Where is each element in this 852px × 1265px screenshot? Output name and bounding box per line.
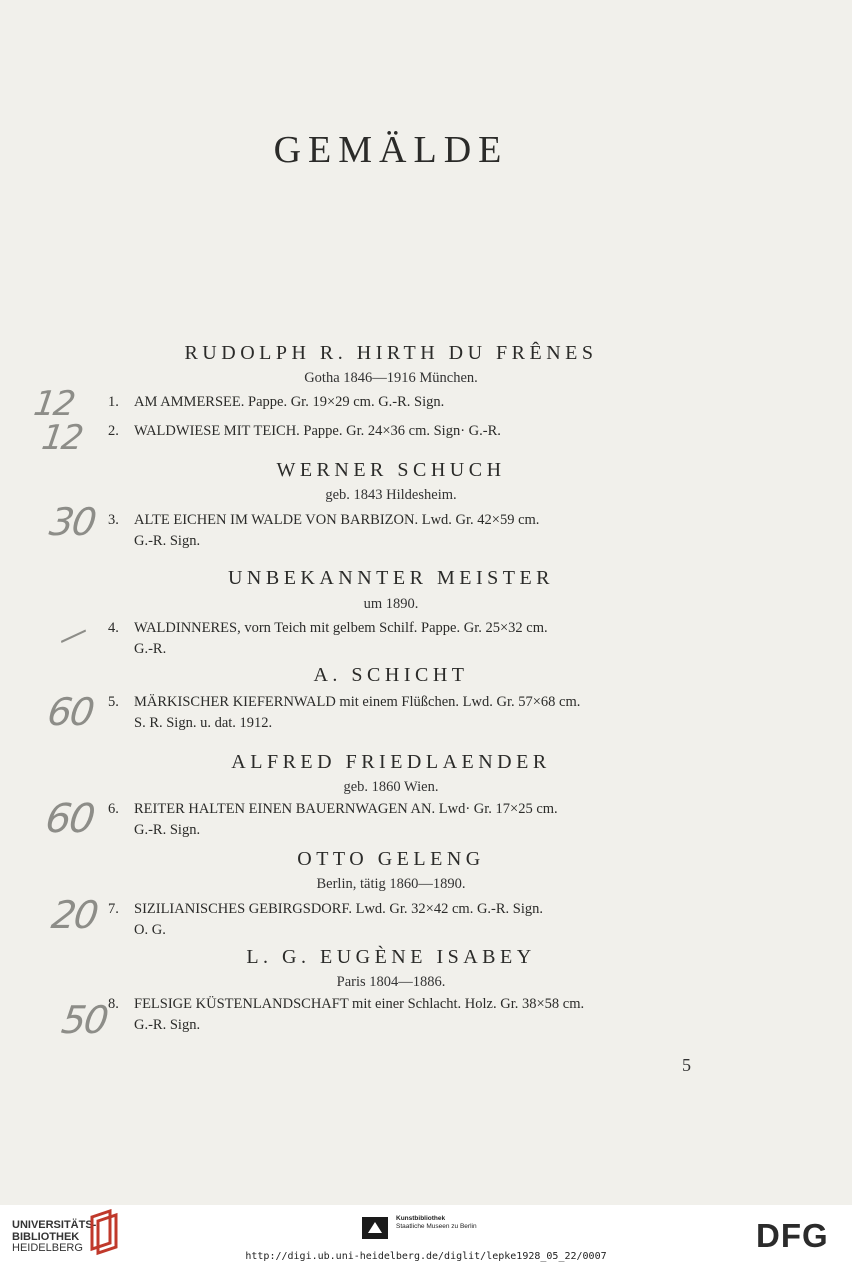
artist-life: Gotha 1846—1916 München. (304, 370, 478, 386)
catalog-entry (108, 392, 708, 413)
catalog-entry (108, 618, 708, 660)
footer-bar (0, 1205, 852, 1265)
entry-text-cont: G.-R. Sign. (134, 533, 201, 549)
artist-name: OTTO GELENG (297, 848, 485, 870)
entry-number: 1. (108, 394, 119, 410)
entry-number: 4. (108, 620, 119, 636)
entry-text: ALTE EICHEN IM WALDE VON BARBIZON. Lwd. Gr. 42×59 cm. (134, 512, 540, 528)
handwritten-price-note: 12 (31, 384, 77, 424)
entry-number: 6. (108, 801, 119, 817)
artist-name: ALFRED FRIEDLAENDER (231, 751, 551, 773)
artist-name: RUDOLPH R. HIRTH DU FRÊNES (184, 342, 598, 364)
kb-line: Kunstbibliothek (396, 1215, 446, 1222)
entry-number: 5. (108, 694, 119, 710)
entry-number: 2. (108, 423, 119, 439)
catalog-entry (108, 510, 708, 552)
catalog-entry (108, 994, 708, 1036)
entry-number: 3. (108, 512, 119, 528)
handwritten-price-note: 12 (39, 418, 85, 458)
artist-name: A. SCHICHT (313, 664, 469, 686)
artist-name: WERNER SCHUCH (276, 459, 506, 481)
handwritten-price-note: 60 (42, 796, 97, 842)
kunstbibliothek-logo-icon (362, 1217, 388, 1239)
entry-number: 7. (108, 901, 119, 917)
entry-text: AM AMMERSEE. Pappe. Gr. 19×29 cm. G.-R. Sign. (134, 394, 445, 410)
source-url-link[interactable]: http://digi.ub.uni-heidelberg.de/diglit/lepke1928_05_22/0007 (245, 1251, 607, 1262)
handwritten-price-note: 50 (58, 998, 110, 1042)
ub-line: HEIDELBERG (12, 1242, 83, 1254)
artist-life: Berlin, tätig 1860—1890. (316, 876, 466, 892)
handwritten-price-note: — (51, 613, 93, 658)
entry-text-cont: G.-R. (134, 641, 167, 657)
entry-text: FELSIGE KÜSTENLANDSCHAFT mit einer Schlacht. Holz. Gr. 38×58 cm. (134, 996, 585, 1012)
entry-text: MÄRKISCHER KIEFERNWALD mit einem Flüßchen. Lwd. Gr. 57×68 cm. (134, 694, 581, 710)
kunstbibliothek-label (396, 1215, 477, 1231)
artist-life: Paris 1804—1886. (336, 974, 446, 990)
ub-line: BIBLIOTHEK (12, 1230, 80, 1243)
ub-heidelberg-logo-icon (88, 1209, 118, 1257)
entry-text-cont: G.-R. Sign. (134, 1017, 201, 1033)
entry-text-cont: S. R. Sign. u. dat. 1912. (134, 715, 273, 731)
artist-name: L. G. EUGÈNE ISABEY (246, 946, 536, 968)
ub-heidelberg-label (12, 1220, 96, 1255)
artist-life: geb. 1843 Hildesheim. (325, 487, 457, 503)
handwritten-price-note: 60 (44, 690, 96, 734)
entry-text-cont: G.-R. Sign. (134, 822, 201, 838)
ub-line: UNIVERSITÄTS- (12, 1219, 97, 1231)
handwritten-price-note: 20 (48, 893, 100, 937)
entry-text: WALDWIESE MIT TEICH. Pappe. Gr. 24×36 cm. Sign· G.-R. (134, 423, 501, 439)
entry-text: SIZILIANISCHES GEBIRGSDORF. Lwd. Gr. 32×42 cm. G.-R. Sign. (134, 901, 544, 917)
catalog-entry (108, 421, 708, 442)
artist-life: um 1890. (363, 596, 419, 612)
entry-text-cont: O. G. (134, 922, 166, 938)
entry-text: REITER HALTEN EINEN BAUERNWAGEN AN. Lwd· Gr. 17×25 cm. (134, 801, 558, 817)
kb-line: Staatliche Museen zu Berlin (396, 1223, 477, 1230)
handwritten-price-note: 30 (46, 500, 98, 544)
artist-life: geb. 1860 Wien. (343, 779, 439, 795)
entry-text: WALDINNERES, vorn Teich mit gelbem Schilf. Pappe. Gr. 25×32 cm. (134, 620, 548, 636)
dfg-logo: DFG (756, 1217, 829, 1254)
catalog-entry (108, 799, 708, 841)
page-number: 5 (682, 1055, 691, 1075)
catalog-entry (108, 899, 708, 941)
artist-name: UNBEKANNTER MEISTER (227, 567, 555, 589)
page-title: GEMÄLDE (273, 129, 509, 171)
entry-number: 8. (108, 996, 119, 1012)
catalog-entry (108, 692, 708, 734)
